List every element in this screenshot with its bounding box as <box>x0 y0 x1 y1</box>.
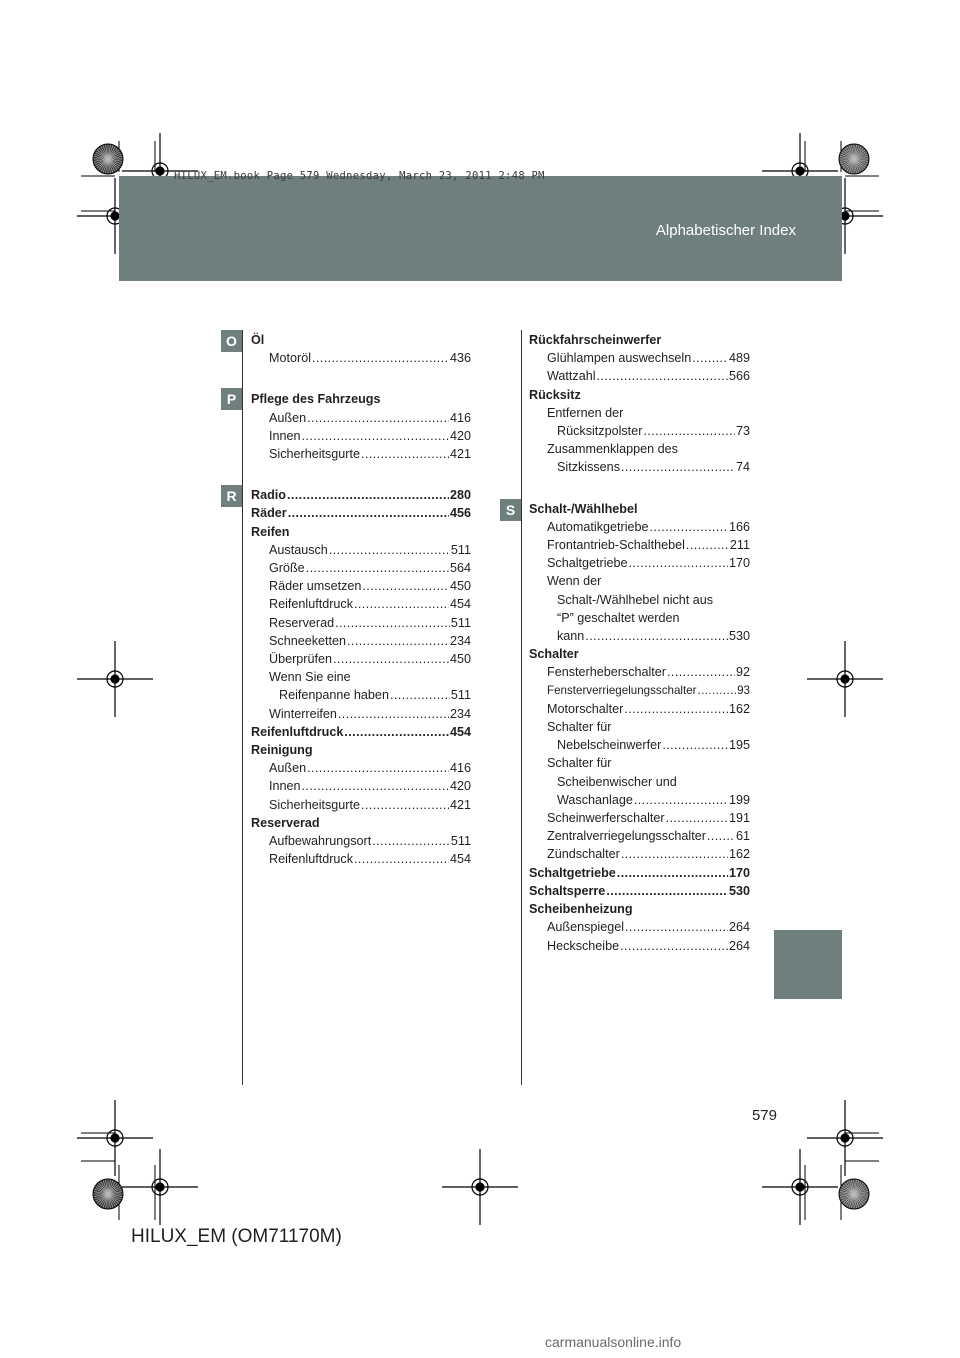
starburst-target-icon <box>839 1179 869 1209</box>
letter-tab-s: S <box>500 499 521 521</box>
index-entry <box>251 595 471 613</box>
index-entry-leader <box>302 777 449 795</box>
index-entry-term: Schalt-/Wählhebel <box>529 501 638 516</box>
index-entry-page: 564 <box>449 561 471 576</box>
index-entry <box>251 850 471 868</box>
crosshair-target-icon <box>807 1100 883 1176</box>
index-entry-page: 166 <box>728 519 750 534</box>
index-entry <box>251 349 471 367</box>
index-entry <box>529 572 750 590</box>
index-entry-term: Frontantrieb-Schalthebel <box>547 538 685 553</box>
index-entry <box>251 409 471 427</box>
index-entry-page: 93 <box>737 683 750 697</box>
index-entry-leader <box>344 723 449 741</box>
index-entry-leader <box>585 627 728 645</box>
index-entry-term: Sicherheitsgurte <box>269 797 361 812</box>
index-entry-page: 530 <box>728 883 750 898</box>
index-entry-leader <box>287 486 449 504</box>
index-entry-page: 511 <box>450 542 471 557</box>
index-entry-page: 454 <box>449 852 471 867</box>
index-entry-term: Räder <box>251 506 287 521</box>
entry-gap <box>251 463 471 486</box>
index-entry-term: Reifenluftdruck <box>269 597 353 612</box>
index-entry-page: 450 <box>449 579 471 594</box>
index-entry <box>529 349 750 367</box>
index-entry-leader <box>361 445 449 463</box>
index-entry-term: Schalt-/Wählhebel nicht aus <box>557 592 714 607</box>
index-entry <box>529 609 750 627</box>
index-entry-term: Reserverad <box>269 615 335 630</box>
index-entry-page: 489 <box>728 351 750 366</box>
index-entry-term: Schneeketten <box>269 633 347 648</box>
index-entry-term: Aufbewahrungsort <box>269 834 372 849</box>
letter-tab-r: R <box>221 485 242 507</box>
crosshair-target-icon <box>77 1100 153 1176</box>
index-entry <box>529 718 750 736</box>
index-entry-term: Sicherheitsgurte <box>269 447 361 462</box>
index-entry <box>529 864 750 882</box>
index-entry-term: Innen <box>269 428 301 443</box>
index-entry-page: 454 <box>449 597 471 612</box>
page-number: 579 <box>751 1107 777 1124</box>
index-entry-page: 416 <box>449 410 471 425</box>
index-entry <box>529 700 750 718</box>
starburst-target-icon <box>839 144 869 174</box>
index-entry-page: 61 <box>735 829 750 844</box>
crosshair-target-icon <box>762 1149 838 1225</box>
starburst-target-icon <box>93 1179 123 1209</box>
index-entry-page: 421 <box>449 447 471 462</box>
footer-model-code: HILUX_EM (OM71170M) <box>131 1226 342 1247</box>
index-entry <box>529 736 750 754</box>
index-entry <box>529 645 750 663</box>
index-entry-leader <box>650 518 728 536</box>
column-divider-left <box>242 330 243 1085</box>
index-column-left <box>251 331 471 868</box>
index-entry-leader <box>662 736 728 754</box>
index-entry <box>529 386 750 404</box>
index-entry-term: Nebelscheinwerfer <box>557 738 662 753</box>
index-entry-term: Zündschalter <box>547 847 620 862</box>
index-entry <box>251 832 471 850</box>
index-entry-page: 566 <box>728 369 750 384</box>
index-entry-page: 511 <box>450 615 471 630</box>
index-entry-page: 264 <box>728 938 750 953</box>
index-entry-page: 416 <box>449 761 471 776</box>
index-entry-term: Reifenluftdruck <box>251 724 344 739</box>
starburst-target-icon <box>93 144 123 174</box>
index-entry <box>529 754 750 772</box>
index-entry-term: Schalter für <box>547 756 612 771</box>
index-entry <box>529 591 750 609</box>
watermark: carmanualsonline.info <box>545 1334 682 1350</box>
index-entry-term: Scheibenwischer und <box>557 774 677 789</box>
index-entry <box>529 367 750 385</box>
index-entry-page: 456 <box>449 506 471 521</box>
index-entry <box>529 918 750 936</box>
index-entry-leader <box>625 918 728 936</box>
index-entry-term: Heckscheibe <box>547 938 620 953</box>
index-entry-page: 436 <box>449 351 471 366</box>
index-entry-leader <box>354 850 449 868</box>
index-entry-leader <box>372 832 450 850</box>
index-entry-term: Radio <box>251 488 286 503</box>
index-entry <box>529 331 750 349</box>
index-entry-leader <box>643 422 735 440</box>
index-entry-term: Schalter für <box>547 720 612 735</box>
crosshair-target-icon <box>77 641 153 717</box>
entry-gap <box>529 477 750 500</box>
index-entry-leader <box>707 827 735 845</box>
index-entry <box>251 686 471 704</box>
index-entry <box>529 937 750 955</box>
index-entry-page: 170 <box>728 865 750 880</box>
index-entry-term: Außenspiegel <box>547 920 625 935</box>
index-entry <box>251 814 471 832</box>
index-entry-leader <box>333 650 449 668</box>
index-entry-term: kann <box>557 629 585 644</box>
index-entry-term: Räder umsetzen <box>269 579 362 594</box>
index-entry <box>251 559 471 577</box>
index-entry-term: Motoröl <box>269 351 311 366</box>
column-divider-right <box>521 330 522 1085</box>
index-entry-leader <box>634 791 728 809</box>
index-entry <box>529 404 750 422</box>
index-entry <box>529 663 750 681</box>
index-entry-leader <box>617 864 728 882</box>
index-entry-leader <box>306 559 449 577</box>
index-entry <box>529 554 750 572</box>
index-entry <box>529 791 750 809</box>
index-entry <box>529 827 750 845</box>
index-entry-term: Schaltsperre <box>529 883 606 898</box>
index-entry-page: 162 <box>728 847 750 862</box>
index-entry-leader <box>362 577 449 595</box>
index-entry-term: Sitzkissens <box>557 460 620 475</box>
index-entry <box>529 458 750 476</box>
index-entry <box>251 668 471 686</box>
index-entry-leader <box>620 937 728 955</box>
index-entry <box>251 796 471 814</box>
index-entry-page: 511 <box>450 834 471 849</box>
index-entry <box>251 577 471 595</box>
index-entry <box>529 900 750 918</box>
index-entry-term: Innen <box>269 779 301 794</box>
index-entry-page: 191 <box>728 811 750 826</box>
index-entry-term: Rücksitz <box>529 387 581 402</box>
index-entry-page: 73 <box>735 424 750 439</box>
index-entry <box>529 627 750 645</box>
index-entry-leader <box>390 686 450 704</box>
index-entry-leader <box>621 458 735 476</box>
index-entry-term: Scheinwerferschalter <box>547 811 665 826</box>
index-entry-page: 511 <box>450 688 471 703</box>
index-entry-leader <box>354 595 449 613</box>
index-entry-page: 234 <box>449 633 471 648</box>
index-entry-page: 170 <box>728 556 750 571</box>
index-entry-term: Größe <box>269 561 305 576</box>
index-entry-term: Rückfahrscheinwerfer <box>529 333 662 347</box>
index-entry-leader <box>307 759 449 777</box>
index-entry-page: 74 <box>735 460 750 475</box>
index-entry <box>251 614 471 632</box>
index-entry <box>251 723 471 741</box>
index-entry <box>251 331 471 349</box>
index-entry-page: 280 <box>449 488 471 503</box>
index-entry <box>529 845 750 863</box>
index-entry-term: Automatikgetriebe <box>547 519 649 534</box>
index-entry-page: 454 <box>449 724 471 739</box>
crosshair-target-icon <box>807 641 883 717</box>
index-entry-leader <box>302 427 449 445</box>
index-entry-page: 162 <box>728 701 750 716</box>
index-entry <box>529 809 750 827</box>
index-entry-term: Öl <box>251 333 265 347</box>
index-entry <box>251 523 471 541</box>
index-entry <box>529 518 750 536</box>
index-entry <box>251 390 471 408</box>
index-entry-term: Zentralverriegelungsschalter <box>547 829 706 844</box>
index-entry-term: Wenn der <box>547 574 602 589</box>
crosshair-target-icon <box>442 1149 518 1225</box>
index-entry-term: Schalter <box>529 647 579 662</box>
index-entry-term: Wenn Sie eine <box>269 670 351 685</box>
index-entry-term: Entfernen der <box>547 405 624 420</box>
index-entry-term: Überprüfen <box>269 652 333 667</box>
entry-gap <box>251 367 471 390</box>
index-entry-page: 420 <box>449 779 471 794</box>
index-entry-leader <box>597 367 728 385</box>
index-entry <box>251 759 471 777</box>
index-entry-term: Außen <box>269 761 307 776</box>
index-entry-term: Reifen <box>251 524 290 539</box>
index-entry-leader <box>692 349 728 367</box>
index-entry-term: Austausch <box>269 542 328 557</box>
index-entry <box>251 705 471 723</box>
index-entry <box>251 632 471 650</box>
index-entry <box>251 777 471 795</box>
index-entry-leader <box>698 682 737 700</box>
index-entry <box>251 650 471 668</box>
index-entry <box>251 427 471 445</box>
index-entry-page: 450 <box>449 652 471 667</box>
index-entry <box>251 741 471 759</box>
index-entry-term: Wattzahl <box>547 369 596 384</box>
index-entry <box>529 500 750 518</box>
index-entry-term: “P” geschaltet werden <box>557 610 680 625</box>
index-entry-term: Fensterverriegelungsschalter <box>547 683 697 697</box>
index-entry-leader <box>329 541 450 559</box>
letter-tab-p: P <box>221 388 242 410</box>
index-entry-leader <box>338 705 449 723</box>
index-entry <box>251 541 471 559</box>
index-entry-leader <box>667 663 735 681</box>
index-entry <box>529 773 750 791</box>
index-entry-leader <box>288 504 449 522</box>
index-entry-leader <box>361 796 449 814</box>
index-entry-leader <box>686 536 729 554</box>
index-entry-term: Zusammenklappen des <box>547 442 678 457</box>
index-entry-page: 234 <box>449 706 471 721</box>
index-entry-leader <box>621 845 728 863</box>
index-entry <box>529 440 750 458</box>
index-entry-page: 92 <box>735 665 750 680</box>
side-thumb-tab <box>774 930 842 999</box>
index-entry-term: Reifenluftdruck <box>269 852 353 867</box>
index-entry-term: Waschanlage <box>557 792 633 807</box>
index-column-right <box>529 331 750 955</box>
index-entry <box>251 445 471 463</box>
book-stamp: HILUX_EM.book Page 579 Wednesday, March 23, 2011 2:48 PM <box>174 170 545 182</box>
index-entry-page: 530 <box>728 629 750 644</box>
index-entry-term: Fensterheberschalter <box>547 665 667 680</box>
letter-tab-o: O <box>221 330 242 352</box>
index-entry <box>529 422 750 440</box>
index-entry-leader <box>629 554 728 572</box>
index-entry-leader <box>666 809 728 827</box>
index-entry-term: Außen <box>269 410 307 425</box>
index-entry-leader <box>312 349 449 367</box>
index-entry-leader <box>307 409 449 427</box>
index-entry <box>251 486 471 504</box>
index-entry-term: Glühlampen auswechseln <box>547 351 692 366</box>
index-entry-term: Motorschalter <box>547 701 624 716</box>
index-entry-leader <box>347 632 449 650</box>
index-entry-page: 195 <box>728 738 750 753</box>
index-entry-term: Reserverad <box>251 815 320 830</box>
index-entry-page: 199 <box>728 792 750 807</box>
crosshair-target-icon <box>122 1149 198 1225</box>
index-entry-term: Schaltgetriebe <box>547 556 628 571</box>
index-entry-page: 264 <box>728 920 750 935</box>
index-entry-leader <box>624 700 728 718</box>
index-entry-leader <box>606 882 728 900</box>
index-entry-leader <box>335 614 450 632</box>
index-entry-term: Winterreifen <box>269 706 337 721</box>
index-entry <box>251 504 471 522</box>
index-entry-term: Reifenpanne haben <box>279 688 389 703</box>
index-entry-page: 420 <box>449 428 471 443</box>
section-title: Alphabetischer Index <box>655 222 796 239</box>
index-entry <box>529 682 750 700</box>
index-entry-term: Scheibenheizung <box>529 902 633 917</box>
index-entry-term: Rücksitzpolster <box>557 424 643 439</box>
index-entry-page: 421 <box>449 797 471 812</box>
index-entry-page: 211 <box>729 538 750 553</box>
index-entry <box>529 882 750 900</box>
index-entry-term: Schaltgetriebe <box>529 865 616 880</box>
index-entry <box>529 536 750 554</box>
index-entry-term: Pflege des Fahrzeugs <box>251 392 381 407</box>
index-entry-term: Reinigung <box>251 743 313 758</box>
